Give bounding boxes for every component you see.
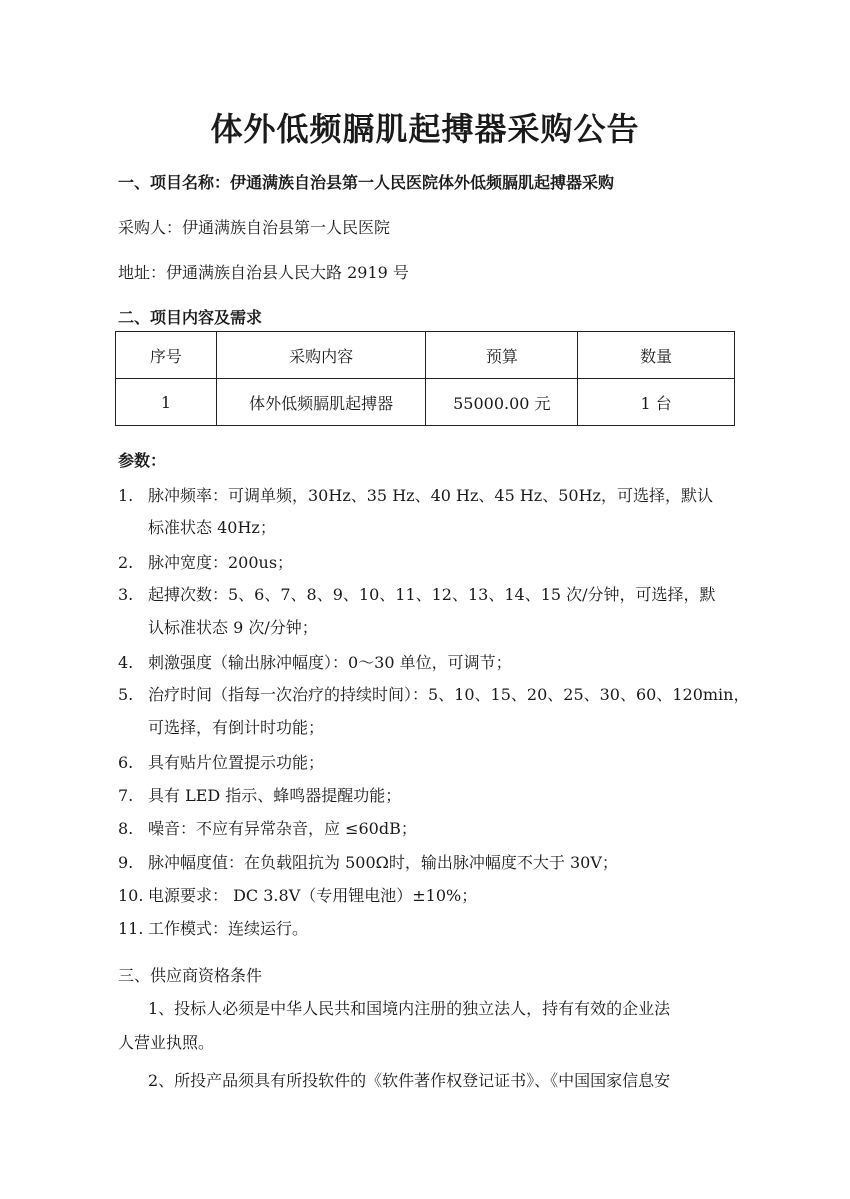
param-item [118,916,308,939]
address-line: 地址：伊通满族自治县人民大路 2919 号 [118,263,409,282]
param-item [118,582,716,605]
param-number: 9. [118,853,134,872]
qualification-paragraph-1-cont: 人营业执照。 [118,1033,215,1052]
qualification-paragraph-1: 1、投标人必须是中华人民共和国境内注册的独立法人，持有有效的企业法 [148,999,671,1018]
qualifications-heading: 三、供应商资格条件 [118,966,263,985]
param-number: 7. [118,786,134,805]
param-item [118,850,618,873]
param-text: 脉冲频率：可调单频，30Hz、35 Hz、40 Hz、45 Hz、50Hz，可选择，默认 [148,486,713,505]
param-continuation: 认标准状态 9 次/分钟； [148,618,318,637]
col-header: 序号 [116,332,217,379]
project-name-line: 一、项目名称：伊通满族自治县第一人民医院体外低频膈肌起搏器采购 [118,173,615,192]
param-text: 刺激强度（输出脉冲幅度）：0～30 单位，可调节； [148,653,512,672]
param-text: 起搏次数：5、6、7、8、9、10、11、12、13、14、15 次/分钟，可选择，默 [148,585,716,604]
qualification-paragraph-2: 2、所投产品须具有所投软件的《软件著作权登记证书》、《中国国家信息安 [148,1071,671,1090]
table-cell: 体外低频膈肌起搏器 [216,379,426,426]
param-item [118,550,293,573]
requirements-heading: 二、项目内容及需求 [118,308,263,327]
col-header: 数量 [578,332,735,379]
param-item [118,783,401,806]
param-number: 4. [118,653,134,672]
param-text: 脉冲宽度：200us； [148,553,294,572]
param-item [118,883,477,906]
table-row [116,379,735,426]
param-number: 1. [118,486,134,505]
param-text: 噪音：不应有异常杂音，应 ≤60dB； [148,819,417,838]
param-item [118,750,324,773]
param-item [118,650,512,673]
param-item [118,682,749,705]
param-item [118,816,417,839]
param-text: 工作模式：连续运行。 [148,919,309,938]
param-number: 3. [118,585,134,604]
param-number: 11. [118,919,144,938]
page-title: 体外低频膈肌起搏器采购公告 [210,110,640,148]
col-header: 预算 [426,332,578,379]
param-text: 治疗时间（指每一次治疗的持续时间）：5、10、15、20、25、30、60、120min， [148,685,750,704]
table-header-row [116,332,735,379]
requirements-table [115,331,735,426]
table-cell: 1 [116,379,217,426]
buyer-line: 采购人：伊通满族自治县第一人民医院 [118,218,391,237]
param-number: 10. [118,886,144,905]
table-cell: 1 台 [578,379,735,426]
table-cell: 55000.00 元 [426,379,578,426]
param-continuation: 可选择，有倒计时功能； [148,718,325,737]
param-text: 脉冲幅度值：在负载阻抗为 500Ω时，输出脉冲幅度不大于 30V； [148,853,618,872]
col-header: 采购内容 [216,332,426,379]
param-number: 2. [118,553,134,572]
param-text: 具有贴片位置提示功能； [148,753,325,772]
param-text: 电源要求： DC 3.8V（专用锂电池）±10%； [148,886,478,905]
param-number: 8. [118,819,134,838]
params-heading: 参数： [118,451,167,470]
param-item [118,483,713,506]
param-number: 5. [118,685,134,704]
param-continuation: 标准状态 40Hz； [148,518,276,537]
param-text: 具有 LED 指示、蜂鸣器提醒功能； [148,786,402,805]
param-number: 6. [118,753,134,772]
